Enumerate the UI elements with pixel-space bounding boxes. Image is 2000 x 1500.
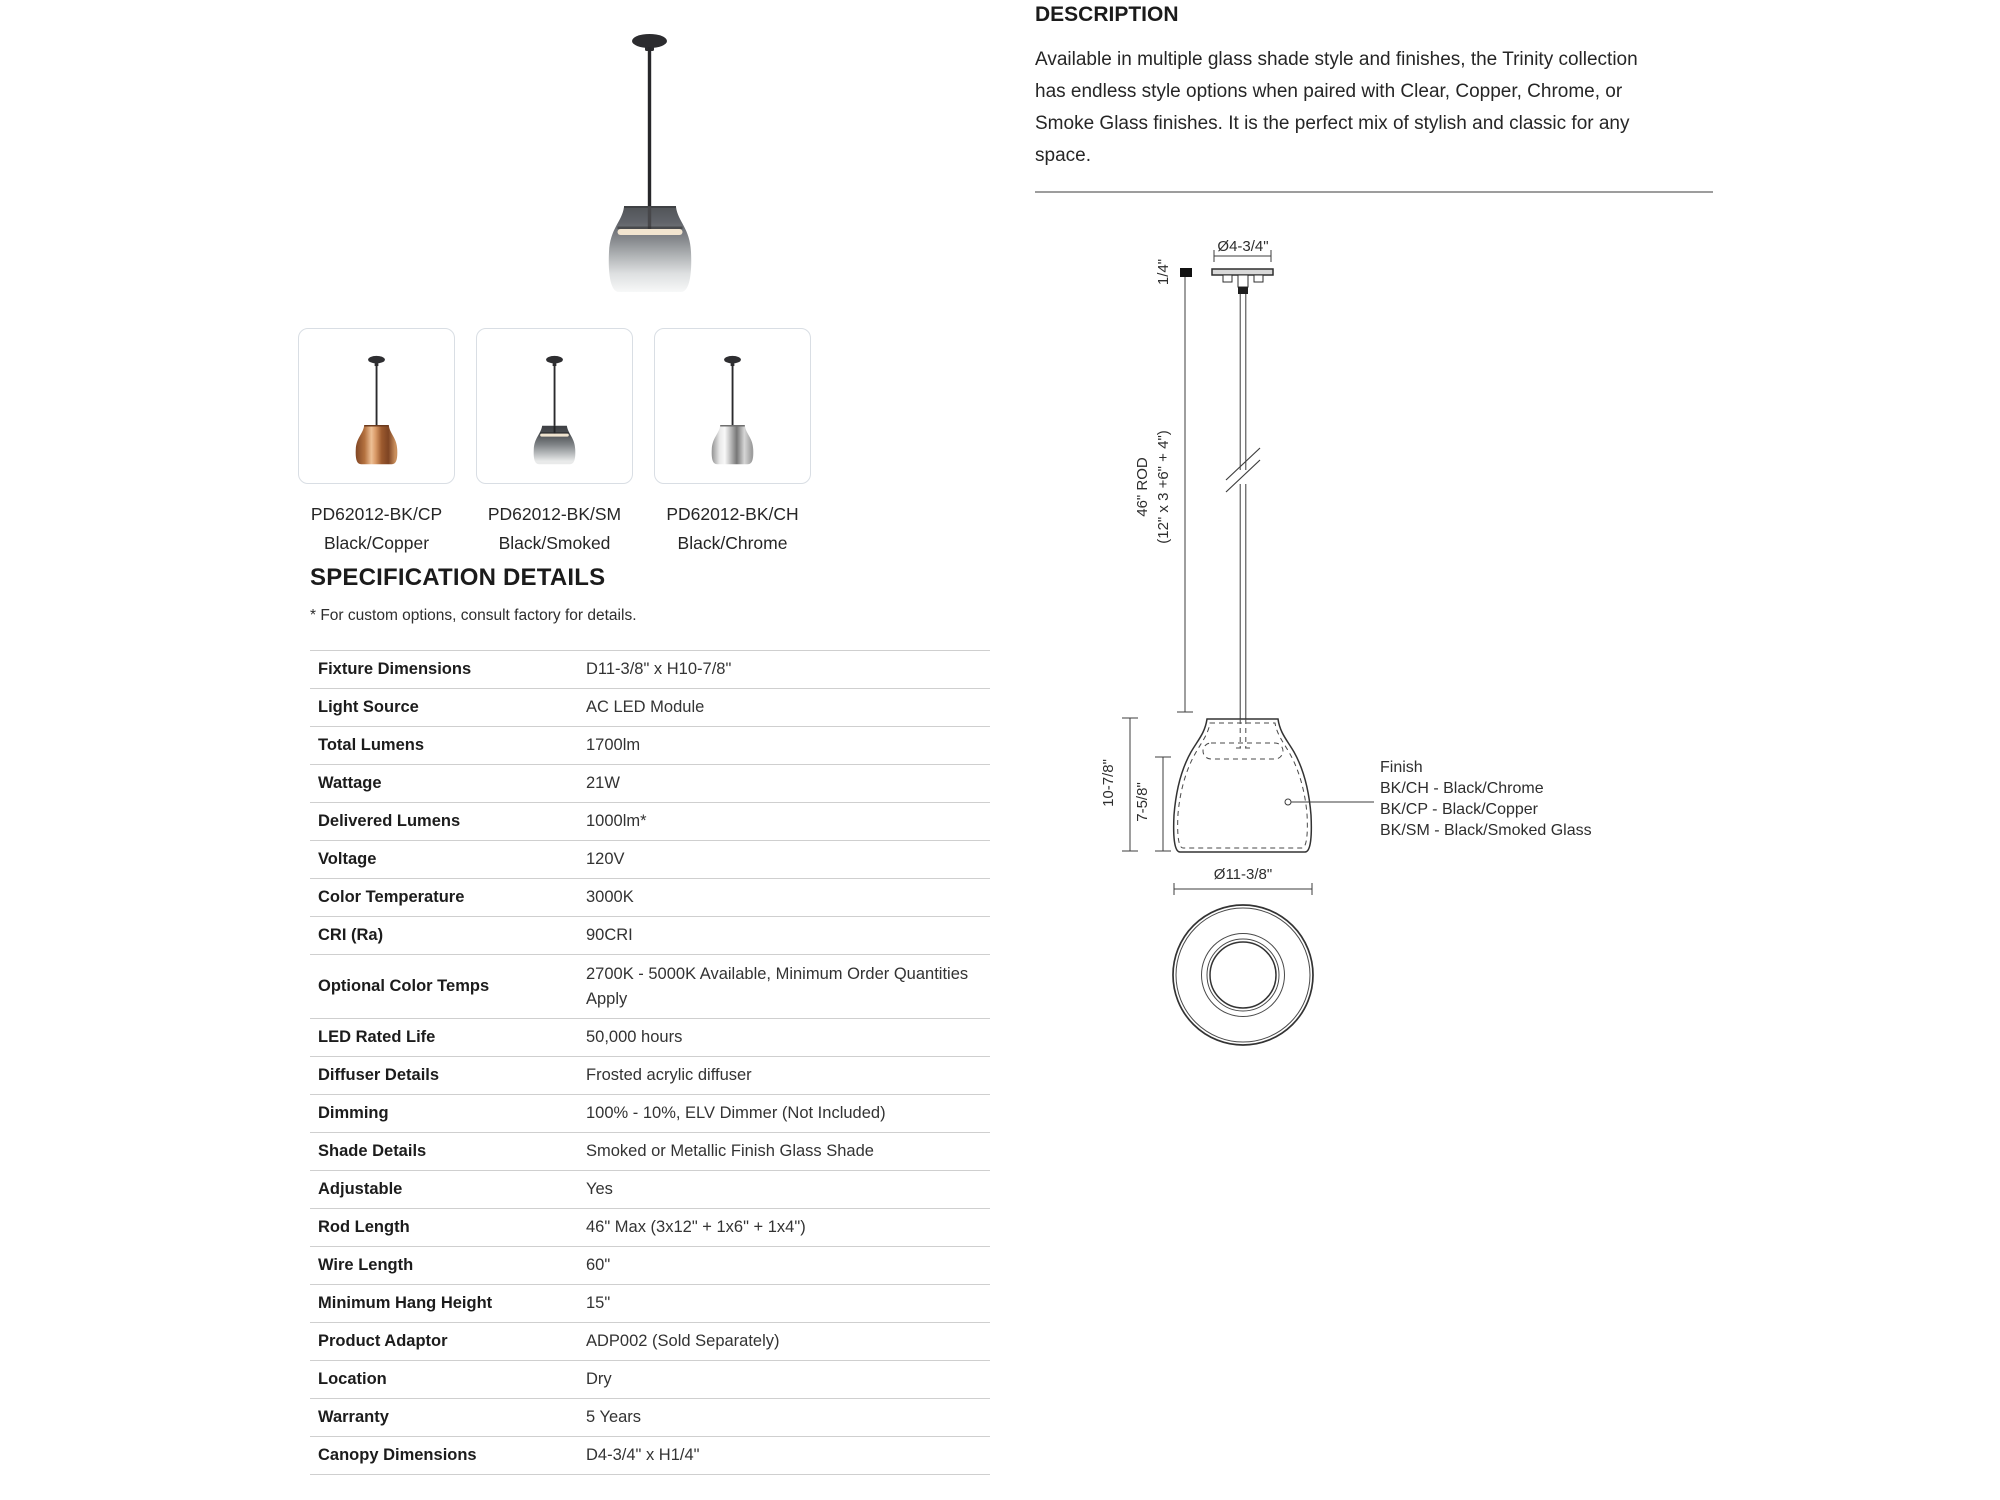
hero-pendant-image: [540, 10, 760, 300]
table-row: Total Lumens 1700lm: [310, 726, 990, 764]
finish-option: BK/CP - Black/Copper: [1380, 801, 1538, 818]
rod-drawing: [1226, 294, 1260, 719]
hero-rod-inside: [648, 207, 651, 229]
variant-image-chrome: [654, 328, 811, 484]
table-row: Rod Length 46" Max (3x12" + 1x6" + 1x4"): [310, 1208, 990, 1246]
table-row: Diffuser Details Frosted acrylic diffuser: [310, 1056, 990, 1094]
variant-image-copper: [298, 328, 455, 484]
spec-heading: SPECIFICATION DETAILS: [310, 564, 606, 591]
table-row: Wattage 21W: [310, 764, 990, 802]
variant-code: PD62012-BK/CP: [310, 504, 443, 524]
variant-finish: Black/Copper: [323, 533, 430, 553]
finish-option: BK/SM - Black/Smoked Glass: [1380, 822, 1592, 839]
shade-height-label: 7-5/8": [1134, 782, 1151, 822]
table-row: LED Rated Life 50,000 hours: [310, 1018, 990, 1056]
finish-callout: [1285, 759, 1592, 839]
variant-image-smoked: [476, 328, 633, 484]
hero-led-glow: [618, 229, 683, 235]
section-divider: [1035, 191, 1713, 193]
variant-finish: Black/Smoked: [498, 533, 611, 553]
table-row: Fixture Dimensions D11-3/8" x H10-7/8": [310, 650, 990, 688]
fixture-height-label: 10-7/8": [1100, 759, 1117, 807]
spec-table: [310, 650, 990, 1475]
variant-finish: Black/Chrome: [677, 533, 788, 553]
finish-title: Finish: [1380, 759, 1423, 776]
rod-length-label-2: (12" x 3 +6" + 4"): [1155, 430, 1172, 544]
shade-bottom-view: [1173, 905, 1313, 1045]
diffuser-drawing: [1203, 743, 1283, 759]
table-row: Color Temperature 3000K: [310, 878, 990, 916]
table-row: Shade Details Smoked or Metallic Finish Glass Shade: [310, 1132, 990, 1170]
table-row: Location Dry: [310, 1360, 990, 1398]
chrome-pendant-thumb: [655, 329, 810, 483]
table-row: Light Source AC LED Module: [310, 688, 990, 726]
canopy-drawing: [1212, 269, 1273, 294]
copper-pendant-thumb: [299, 329, 454, 483]
table-row: Optional Color Temps 2700K - 5000K Available, Minimum Order Quantities Apply: [310, 954, 990, 1018]
variant-card-chrome[interactable]: [654, 328, 811, 558]
canopy-height-label: 1/4": [1155, 258, 1172, 286]
table-row: Canopy Dimensions D4-3/4" x H1/4": [310, 1436, 990, 1475]
description-text: Available in multiple glass shade style and finishes, the Trinity collection has endless style options when paired with Clear, Copper, Chrome, or Smoke Glass finishes. It is the perfect mix of stylish and classic for any space.: [1035, 49, 1638, 166]
smoked-pendant-thumb: [477, 329, 632, 483]
table-row: Warranty 5 Years: [310, 1398, 990, 1436]
shade-diameter-label: Ø11-3/8": [1213, 866, 1273, 883]
quarter-inch-marker: [1180, 268, 1192, 277]
table-row: Minimum Hang Height 15": [310, 1284, 990, 1322]
variant-card-smoked[interactable]: [476, 328, 633, 558]
table-row: Product Adaptor ADP002 (Sold Separately): [310, 1322, 990, 1360]
hero-rod: [648, 47, 651, 209]
variant-code: PD62012-BK/SM: [487, 504, 622, 524]
table-row: Dimming 100% - 10%, ELV Dimmer (Not Included): [310, 1094, 990, 1132]
canopy-diameter-label: Ø4-3/4": [1217, 238, 1269, 255]
table-row: Voltage 120V: [310, 840, 990, 878]
finish-option: BK/CH - Black/Chrome: [1380, 780, 1544, 797]
spec-note: * For custom options, consult factory for details.: [310, 607, 637, 624]
rod-length-label-1: 46" ROD: [1134, 457, 1151, 517]
variant-code: PD62012-BK/CH: [666, 504, 799, 524]
variant-card-copper[interactable]: [298, 328, 455, 558]
table-row: Delivered Lumens 1000lm*: [310, 802, 990, 840]
description-heading: DESCRIPTION: [1035, 3, 1179, 26]
table-row: Wire Length 60": [310, 1246, 990, 1284]
shade-drawing: [1174, 719, 1312, 852]
table-row: CRI (Ra) 90CRI: [310, 916, 990, 954]
table-row: Adjustable Yes: [310, 1170, 990, 1208]
dimension-drawing: [1080, 225, 1740, 1065]
